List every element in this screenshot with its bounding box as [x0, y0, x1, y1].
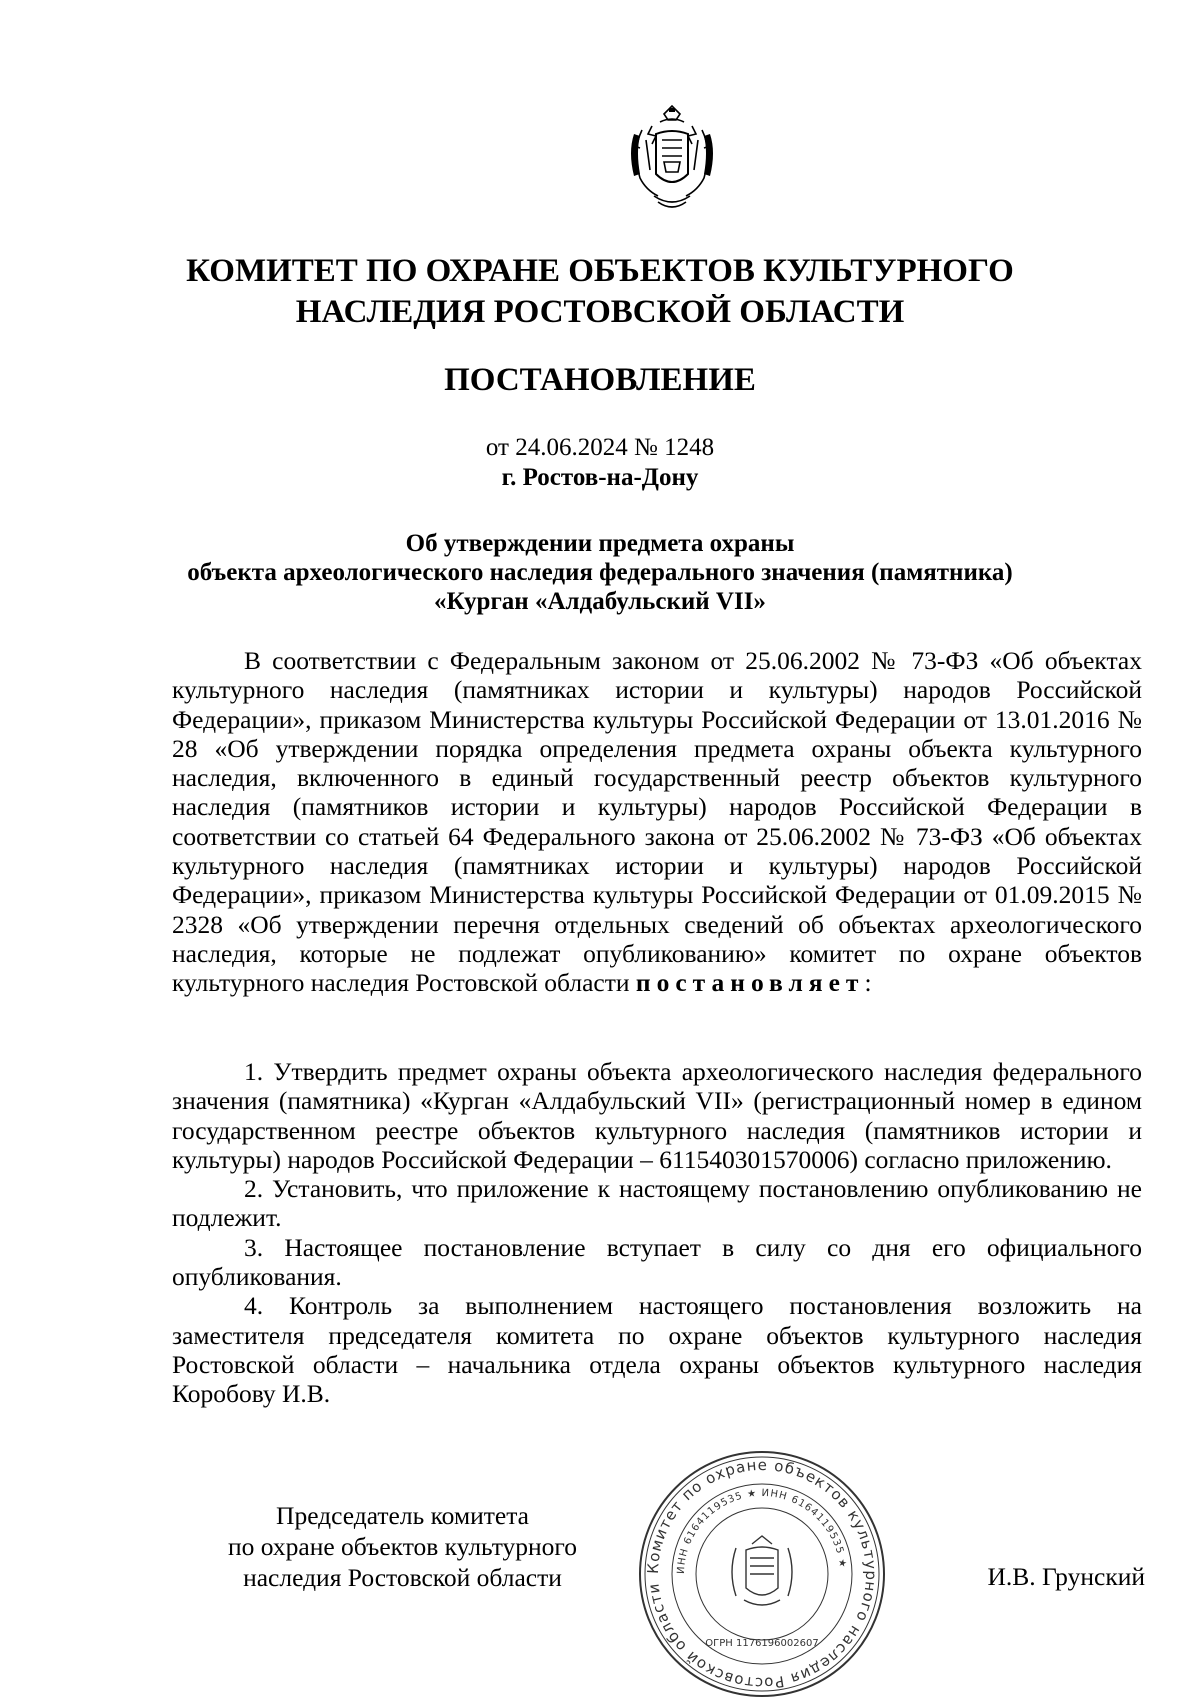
org-title-line-2: НАСЛЕДИЯ РОСТОВСКОЙ ОБЛАСТИ: [295, 294, 905, 330]
decree-item: 1. Утвердить предмет охраны объекта археологического наследия федерального значения (памятника) «Курган «Алдабульский VII» (регистрационный номер в едином государственном реестре объектов культурного наследия (памятников истории и культуры) народов Российской Федерации – 611540301570006) согласно приложению.: [172, 1057, 1142, 1174]
position-line-3: наследия Ростовской области: [243, 1563, 562, 1592]
position-line-2: по охране объектов культурного: [228, 1532, 577, 1561]
decree-item: 3. Настоящее постановление вступает в силу со дня его официального опубликования.: [172, 1232, 1142, 1292]
stamp-outer-text: Комитет по охране объектов культурного наследия Ростовской области: [643, 1455, 881, 1693]
signatory-position: [200, 1500, 605, 1593]
rostov-oblast-coat-of-arms-icon: [612, 100, 732, 220]
subject-line-3: «Курган «Алдабульский VII»: [434, 588, 766, 615]
decree-item: 4. Контроль за выполнением настоящего постановления возложить на заместителя председателя комитета по охране объектов культурного наследия Ростовской области – начальника отдела охраны объектов культурного наследия Коробову И.В.: [172, 1291, 1142, 1409]
document-subject: [100, 529, 1100, 616]
preamble-text: В соответствии с Федеральным законом от 25.06.2002 № 73-ФЗ «Об объектах культурного наследия (памятниках истории и культуры) народов Российской Федерации», приказом Министерства культуры Российской Федерации от 13.01.2016 № 28 «Об утверждении порядка определения предмета охраны объекта культурного наследия, включенного в единый государственный реестр объектов культурного наследия (памятников истории и культуры) народов Российской Федерации в соответствии со статьей 64 Федерального закона от 25.06.2002 № 73-ФЗ «Об объектах культурного наследия (памятниках истории и культуры) народов Российской Федерации», приказом Министерства культуры Российской Федерации от 01.09.2015 № 2328 «Об утверждении перечня отдельных сведений об объектах археологического наследия, которые не подлежат опубликованию» комитет по охране объектов культурного наследия Ростовской области: [172, 646, 1142, 998]
subject-line-1: Об утверждении предмета охраны: [405, 530, 795, 557]
document-type: ПОСТАНОВЛЕНИЕ: [444, 362, 756, 398]
organization-title: [150, 251, 1050, 333]
stamp-ogrn-text: ОГРН 1176196002607: [705, 1638, 819, 1649]
subject-line-2: объекта археологического наследия федерального значения (памятника): [187, 559, 1013, 586]
decree-word: постановляет: [635, 968, 865, 998]
svg-text:ИНН 6164119535 ★ ИНН 616411953: [676, 1488, 848, 1574]
org-title-line-1: КОМИТЕТ ПО ОХРАНЕ ОБЪЕКТОВ КУЛЬТУРНОГО: [186, 253, 1014, 289]
preamble: [172, 646, 1142, 998]
document-city: г. Ростов-на-Дону: [501, 464, 699, 491]
stamp-inner-text: ИНН 6164119535 ★ ИНН 6164119535 ★: [675, 1487, 848, 1575]
official-seal-icon: [636, 1448, 888, 1700]
position-line-1: Председатель комитета: [276, 1501, 529, 1530]
stamp-emblem-icon: [732, 1536, 792, 1605]
preamble-paragraph: [172, 646, 1142, 998]
preamble-colon: :: [864, 968, 872, 998]
decree-items: [172, 1057, 1142, 1409]
signatory-name: И.В. Грунский: [987, 1562, 1145, 1591]
decree-item: 2. Установить, что приложение к настоящему постановлению опубликованию не подлежит.: [172, 1174, 1142, 1233]
document-date-number: от 24.06.2024 № 1248: [485, 434, 715, 461]
